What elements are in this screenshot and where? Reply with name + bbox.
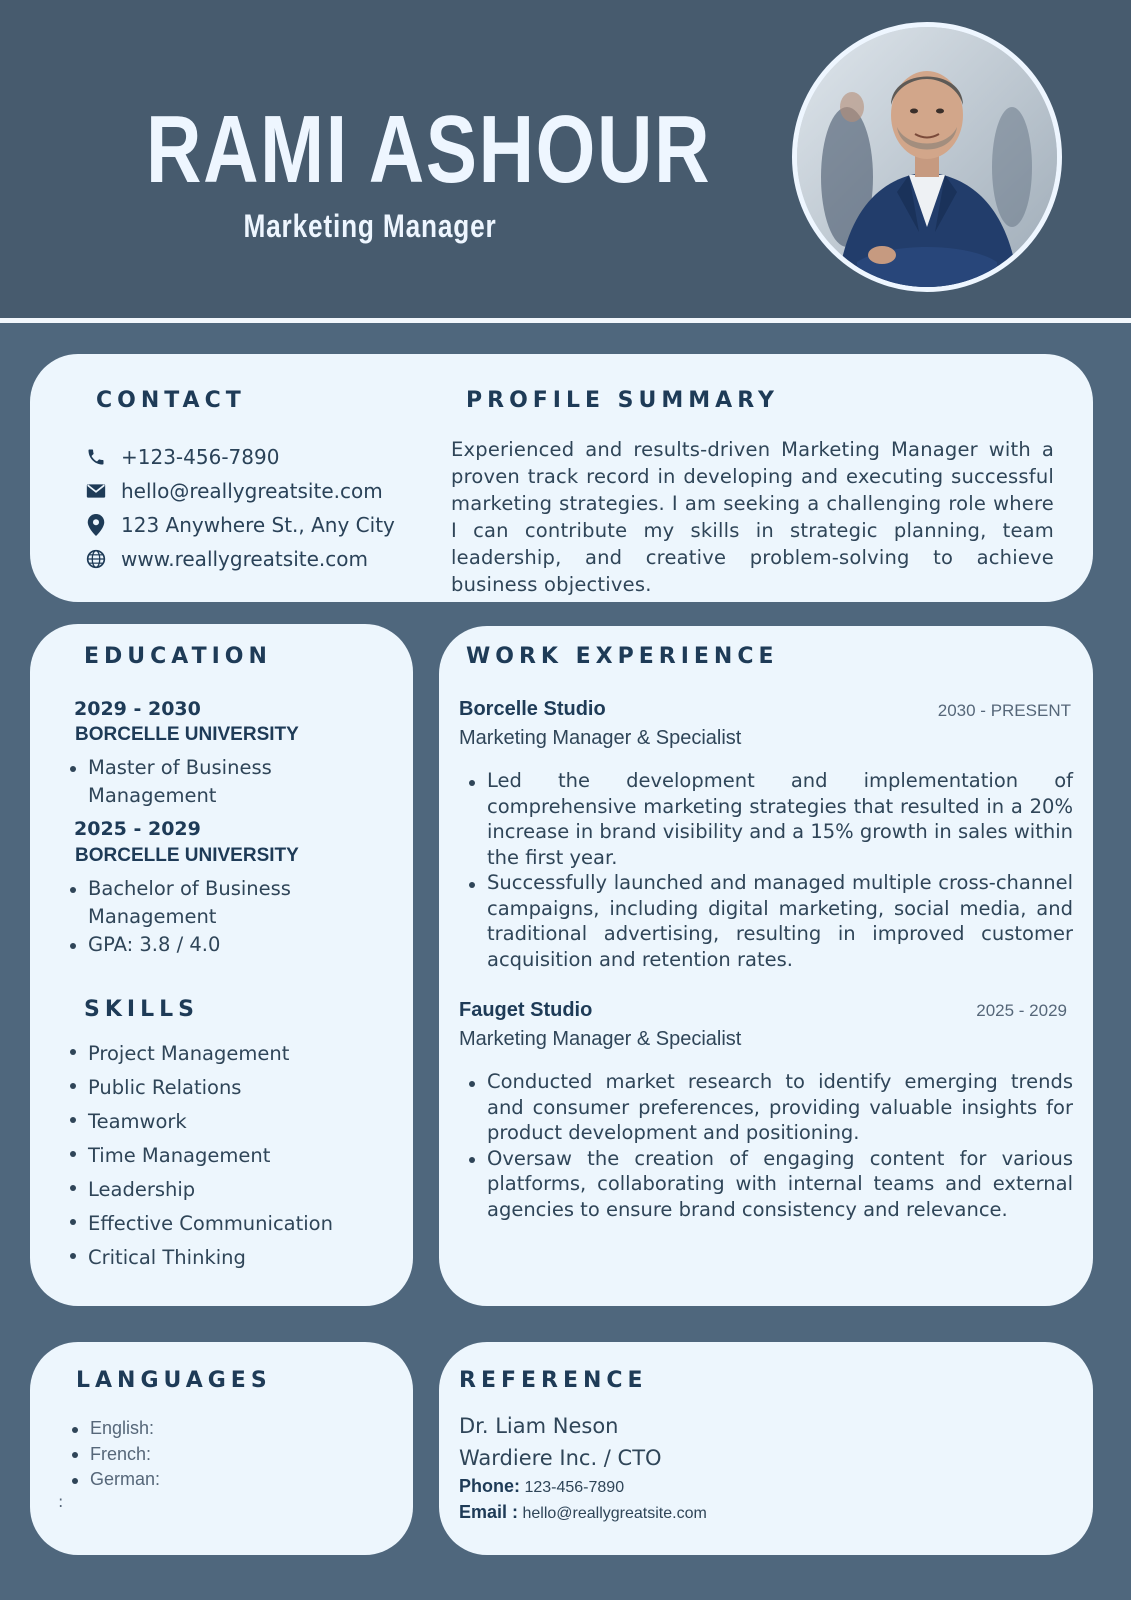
job-bullets xyxy=(467,1069,1073,1222)
person-name: RAMI ASHOUR xyxy=(146,96,712,203)
job-role: Marketing Manager & Specialist xyxy=(459,727,742,749)
header-divider xyxy=(0,318,1131,323)
education-details xyxy=(68,754,398,810)
contact-profile-card xyxy=(30,354,1093,602)
reference-email-label: Email : xyxy=(459,1502,519,1522)
reference-phone xyxy=(459,1476,624,1497)
education-years: 2029 - 2030 xyxy=(74,698,201,720)
languages-list xyxy=(70,1416,160,1493)
reference-phone-value[interactable]: 123-456-7890 xyxy=(524,1479,625,1496)
contact-address xyxy=(85,510,395,540)
contact-email xyxy=(85,476,383,506)
list-item: Led the development and implementation of comprehensive marketing strategies that resulted in a 20% increase in brand visibility and a 15% growth in sales within the first year. xyxy=(467,768,1073,870)
contact-website xyxy=(85,544,368,574)
education-details xyxy=(68,875,298,959)
skill-item: Public Relations xyxy=(68,1071,398,1105)
skill-item: Effective Communication xyxy=(68,1207,398,1241)
skill-item: Project Management xyxy=(68,1037,398,1071)
skill-item: Teamwork xyxy=(68,1105,398,1139)
phone-icon xyxy=(85,446,107,468)
reference-phone-label: Phone: xyxy=(459,1476,520,1496)
profile-heading: PROFILE SUMMARY xyxy=(466,388,779,413)
skills-list xyxy=(68,1037,398,1275)
education-school: BORCELLE UNIVERSITY xyxy=(75,845,299,866)
reference-heading: REFERENCE xyxy=(459,1368,648,1393)
job-company: Borcelle Studio xyxy=(459,698,606,720)
job-company: Fauget Studio xyxy=(459,999,593,1021)
portrait-image xyxy=(797,27,1057,287)
language-item: English: xyxy=(70,1416,160,1442)
contact-phone-text[interactable]: +123-456-7890 xyxy=(121,445,280,469)
profile-photo xyxy=(792,22,1062,292)
reference-card xyxy=(439,1342,1093,1555)
list-item: Oversaw the creation of engaging content for various platforms, collaborating with internal teams and external agencies to ensure brand consistency and relevance. xyxy=(467,1146,1073,1223)
list-item: Bachelor of Business Management xyxy=(68,875,298,931)
list-item: Successfully launched and managed multiple cross-channel campaigns, including digital marketing, social media, and traditional advertising, resulting in improved customer acquisition and retention rates. xyxy=(467,870,1073,972)
profile-summary-text: Experienced and results-driven Marketing Manager with a proven track record in developing and executing successful marketing strategies. I am seeking a challenging role where I can contribute my skills in strategic planning, team leadership, and creative problem-solving to achieve business objectives. xyxy=(451,438,1054,596)
job-dates: 2030 - PRESENT xyxy=(937,701,1071,720)
language-item: French: xyxy=(70,1442,160,1468)
education-school: BORCELLE UNIVERSITY xyxy=(75,724,299,745)
job-bullets xyxy=(467,768,1073,972)
contact-email-text[interactable]: hello@reallygreatsite.com xyxy=(121,479,383,503)
education-years: 2025 - 2029 xyxy=(74,818,201,840)
list-item: Master of Business Management xyxy=(68,754,398,810)
languages-card xyxy=(30,1342,413,1555)
skill-item: Time Management xyxy=(68,1139,398,1173)
contact-address-text: 123 Anywhere St., Any City xyxy=(121,513,395,537)
email-icon xyxy=(85,480,107,502)
education-heading: EDUCATION xyxy=(84,644,272,669)
skills-heading: SKILLS xyxy=(84,997,199,1022)
work-heading: WORK EXPERIENCE xyxy=(466,644,779,669)
contact-heading: CONTACT xyxy=(96,388,246,413)
languages-heading: LANGUAGES xyxy=(76,1368,272,1393)
skill-item: Critical Thinking xyxy=(68,1241,398,1275)
contact-website-text[interactable]: www.reallygreatsite.com xyxy=(121,547,368,571)
job-role: Marketing Manager & Specialist xyxy=(459,1028,742,1050)
reference-name: Dr. Liam Neson xyxy=(459,1414,619,1438)
reference-email-value[interactable]: hello@reallygreatsite.com xyxy=(522,1505,707,1522)
reference-email xyxy=(459,1502,707,1523)
list-item: GPA: 3.8 / 4.0 xyxy=(68,931,298,959)
skill-item: Leadership xyxy=(68,1173,398,1207)
globe-icon xyxy=(85,548,107,570)
reference-company: Wardiere Inc. / CTO xyxy=(459,1446,662,1470)
list-item: Conducted market research to identify emerging trends and consumer preferences, providing valuable insights for product development and positioning. xyxy=(467,1069,1073,1146)
job-dates: 2025 - 2029 xyxy=(976,1001,1067,1020)
contact-phone xyxy=(85,442,279,472)
stray-colon: : xyxy=(58,1492,64,1511)
work-experience-card xyxy=(439,626,1093,1306)
education-skills-card xyxy=(30,624,413,1306)
language-item: German: xyxy=(70,1467,160,1493)
job-title: Marketing Manager xyxy=(243,208,497,244)
location-pin-icon xyxy=(85,514,107,536)
